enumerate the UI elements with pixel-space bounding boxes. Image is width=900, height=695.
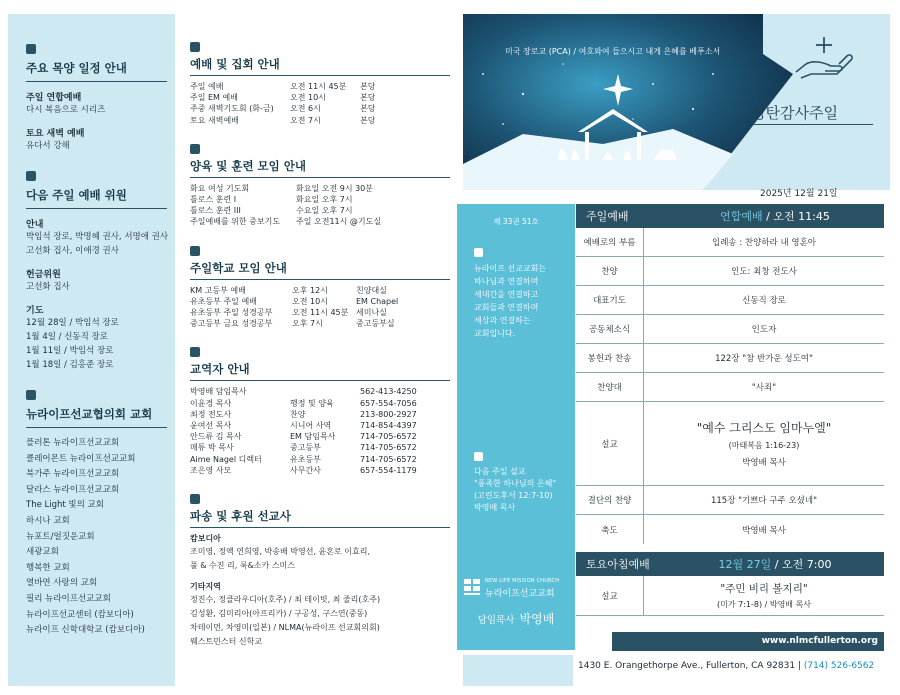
training-section	[190, 144, 450, 228]
training-name: 틀로스 훈련 III	[190, 206, 241, 216]
staff-phone: 714-705-6572	[360, 454, 417, 464]
worship-row	[190, 92, 450, 103]
section-bullet-icon	[190, 347, 200, 357]
worship-time: 오전 7시	[290, 115, 321, 125]
prayer-line: 1월 4일 / 신동직 장로	[26, 332, 108, 342]
bulletin-date: 2025년 12월 21일	[760, 189, 838, 199]
address-text: 1430 E. Orangethorpe Ave., Fullerton, CA 92831 |	[578, 661, 804, 671]
church-name-korean: 뉴라이프선교교회	[485, 589, 555, 599]
order-item-value: 인도: 최창 전도사	[731, 267, 797, 277]
hero-verse: 미국 장로교 (PCA) / 여호와여 들으시고 내게 은혜를 베푸소서	[505, 47, 721, 56]
church-item: The Light 빛의 교회	[26, 500, 104, 511]
church-item: 필리 뉴라이프선교교회	[26, 593, 111, 604]
mission-line: 세대간을 연결하고	[474, 290, 539, 299]
saturday-sermon-info: (미가 7:1-8) / 박영배 목사	[716, 600, 812, 609]
saturday-service-label: 토요아침예배	[586, 558, 650, 571]
church-item: 달라스 뉴라이프선교교회	[26, 484, 120, 495]
website-url[interactable]: www.nlmcfullerton.org	[612, 632, 884, 651]
section-bullet-icon	[26, 171, 36, 181]
staff-role: 중고등부	[290, 443, 321, 453]
worship-place: 본당	[360, 93, 376, 103]
church-logo-mark-icon	[463, 577, 481, 597]
worship-row	[190, 115, 450, 126]
pastor-name: 박영배	[519, 612, 555, 626]
hero-banner	[463, 14, 890, 190]
staff-phone: 714-854-4397	[360, 421, 417, 431]
staff-name: 안드류 김 목사	[190, 432, 242, 442]
ushers-line: 박임석 장로, 박명혜 권사, 서명애 권사	[26, 232, 169, 242]
saturday-sermon-details	[644, 576, 884, 615]
school-place: 세미나실	[356, 308, 387, 318]
school-place: 친양대실	[356, 285, 387, 295]
saturday-service-date: 12월 27일	[718, 558, 772, 571]
staff-role: 사무간사	[290, 465, 321, 475]
church-item: 뉴포트/얼짓운교회	[26, 531, 95, 542]
order-row	[576, 486, 884, 515]
order-row	[576, 373, 884, 402]
order-item-label: 축도	[576, 515, 644, 544]
sunday-service-header	[576, 204, 884, 228]
church-item: 뉴라이프 신학대학교 (캄보디아)	[26, 625, 145, 636]
schedule-item-name: 주일 연합예배	[26, 93, 82, 103]
sunday-service-label: 주일예배	[586, 210, 629, 223]
church-address	[578, 661, 874, 671]
sermon-label: 설교	[576, 402, 644, 485]
training-time: 화요일 오전 9시 30분	[296, 183, 373, 193]
next-sermon-box	[474, 466, 556, 514]
mission-line: 교회들과 연결하며	[474, 303, 539, 312]
staff-name: 이윤경 목사	[190, 398, 232, 408]
order-row	[576, 344, 884, 373]
staff-section	[190, 347, 450, 476]
worship-place: 본당	[360, 115, 376, 125]
ushers-label: 안내	[26, 220, 44, 230]
order-item-label: 찬양대	[576, 373, 644, 401]
church-item: 플러톤 뉴라이프선교교회	[26, 438, 120, 448]
church-item: 하시나 교회	[26, 515, 70, 526]
worship-place: 본당	[360, 104, 376, 114]
worship-title: 예배 및 집회 안내	[190, 56, 450, 76]
staff-name: 조은영 사모	[190, 465, 232, 475]
side-info-panel	[457, 204, 575, 650]
missions-line: 조미영, 정액 연희영, 박송배 박영선, 윤혼로 이효리,	[190, 547, 370, 557]
sunday-service-hour: / 오전 11:45	[762, 210, 830, 223]
order-row	[576, 228, 884, 257]
missions-line: 웨스트민스터 신학교	[190, 637, 263, 647]
next-sermon-label: 다음 주일 설교	[474, 467, 526, 476]
schedule-title: 주요 목양 일정 안내	[26, 60, 167, 82]
school-name: KM 고등부 예배	[190, 285, 246, 295]
staff-row	[190, 386, 450, 397]
church-item: 클레어몬트 뉴라이프선교교회	[26, 453, 136, 464]
section-bullet-icon	[26, 44, 36, 54]
missions-line: 차테이먼, 차영미(일본) / NLMA(뉴라이프 선교회의회)	[190, 623, 380, 633]
staff-name: 최정 전도사	[190, 409, 232, 419]
hands-offering-icon	[793, 34, 855, 82]
school-name: 유초등부 주일 성경공부	[190, 308, 273, 318]
school-row	[190, 307, 450, 318]
section-bullet-icon	[190, 42, 200, 52]
missions-region: 기타지역	[190, 582, 221, 592]
saturday-service-time	[666, 556, 884, 572]
sermon-row	[576, 402, 884, 486]
staff-role	[290, 386, 360, 397]
next-sermon-preacher: 박영배 목사	[474, 503, 516, 512]
schedule-item-detail: 다시 복음으로 시리즈	[26, 105, 106, 115]
order-item-value: 115장 "기쁘다 구주 오셨네"	[710, 496, 818, 506]
school-place: 중고등부실	[356, 319, 395, 329]
committee-title: 다음 주일 예배 위원	[26, 187, 167, 209]
council-section	[26, 390, 167, 639]
missions-line: 김성환, 김미리아(아프리카) / 구공성, 구스연(중동)	[190, 609, 368, 619]
staff-row	[190, 454, 450, 465]
school-row	[190, 318, 450, 329]
staff-phone: 714-705-6572	[360, 443, 417, 453]
staff-role: 유초등부	[290, 454, 321, 464]
missions-line: 풀 & 수진 리, 룩&소카 스미스	[190, 561, 296, 571]
order-item-label: 결단의 찬양	[576, 486, 644, 514]
missions-title: 파송 및 후원 선교사	[190, 508, 450, 528]
section-bullet-icon	[474, 452, 483, 461]
title-divider	[753, 124, 873, 125]
church-logo	[463, 577, 569, 599]
church-item: 뉴라이프선교센터 (캄보디아)	[26, 609, 134, 620]
staff-phone: 657-554-7056	[360, 398, 417, 408]
prayer-line: 12월 28일 / 박임석 장로	[26, 318, 119, 328]
order-row	[576, 257, 884, 286]
staff-role: 찬양	[290, 409, 306, 419]
training-row	[190, 183, 450, 194]
mission-statement	[474, 262, 546, 340]
corner-accent	[463, 655, 573, 686]
worship-row	[190, 81, 450, 92]
staff-name: Aime Nagel 디렉터	[190, 454, 262, 464]
prayer-line: 1월 18일 / 김홍준 장로	[26, 360, 114, 370]
mission-line: 교회입니다.	[474, 329, 516, 338]
middle-column	[182, 14, 458, 686]
staff-phone: 562-413-4250	[360, 387, 417, 397]
order-item-label: 대표기도	[576, 286, 644, 314]
missions-region: 캄보디아	[190, 534, 221, 544]
worship-name: 토요 새벽예배	[190, 115, 239, 125]
training-row	[190, 194, 450, 205]
worship-place: 본당	[360, 82, 376, 91]
order-row	[576, 515, 884, 544]
sermon-title: "예수 그리스도 임마누엘"	[696, 421, 832, 435]
order-item-value: "사죄"	[751, 383, 777, 393]
next-sermon-ref: (고린도후서 12:7-10)	[474, 491, 553, 500]
staff-title: 교역자 안내	[190, 361, 450, 381]
saturday-service-header	[576, 552, 884, 576]
sunday-service-time	[666, 208, 884, 224]
school-row	[190, 285, 450, 296]
phone-number[interactable]: (714) 526-6562	[803, 661, 875, 671]
missions-line: 정진수, 정클라우디아(호주) / 최 테이빗, 최 줄리(호주)	[190, 595, 381, 605]
senior-pastor	[457, 608, 575, 627]
sermon-ref: (마태복음 1:16-23)	[728, 441, 800, 450]
school-time: 오후 12시	[292, 285, 328, 295]
order-item-value: 122장 "참 반가운 성도여"	[715, 354, 813, 364]
training-time: 수요일 오후 7시	[296, 206, 353, 216]
order-row	[576, 315, 884, 344]
staff-row	[190, 420, 450, 431]
school-section	[190, 246, 450, 330]
schedule-section	[26, 44, 167, 153]
sermon-preacher: 박영배 목사	[742, 458, 786, 468]
saturday-sermon-label: 설교	[576, 576, 644, 615]
staff-name: 윤여선 목사	[190, 421, 232, 431]
worship-row	[190, 103, 450, 114]
worship-time: 오전 10시	[290, 93, 326, 103]
section-bullet-icon	[26, 390, 36, 400]
saturday-service-hour: / 오전 7:00	[771, 558, 832, 571]
training-time: 주일 오전11시 @기도실	[296, 217, 382, 227]
staff-row	[190, 431, 450, 442]
worship-time: 오전 11시 45분	[290, 82, 347, 91]
committee-section	[26, 171, 167, 372]
staff-phone: 714-705-6572	[360, 432, 417, 442]
staff-role: 시니어 사역	[290, 421, 332, 431]
schedule-item-detail: 유다서 강해	[26, 141, 70, 151]
order-item-value: 입례송 : 찬양하라 내 영혼아	[712, 238, 816, 248]
worship-name: 주일 예배	[190, 82, 224, 91]
worship-section	[190, 42, 450, 126]
council-title: 뉴라이프선교협의회 교회	[26, 406, 167, 428]
pastor-label: 담임목사	[477, 615, 515, 626]
staff-name: 매튜 박 목사	[190, 443, 234, 453]
school-place: EM Chapel	[356, 296, 399, 306]
order-item-value: 인도자	[751, 325, 777, 335]
mission-line: 뉴라이프 선교교회는	[474, 264, 547, 273]
training-name: 주일예배를 위한 중보기도	[190, 217, 281, 227]
church-item: 열바연 사랑의 교회	[26, 578, 98, 589]
sunday-service-name: 연합예배	[720, 210, 763, 223]
order-item-label: 봉헌과 찬송	[576, 344, 644, 372]
sunday-theme-title: 성탄감사주일	[751, 104, 838, 122]
section-bullet-icon	[474, 248, 483, 257]
ushers-line: 고선화 집사, 이애경 권사	[26, 246, 119, 256]
church-item: 새광교회	[26, 547, 59, 558]
mission-line: 세상과 연결하는	[474, 316, 531, 325]
worship-name: 주중 새벽기도회 (화-금)	[190, 104, 274, 114]
section-bullet-icon	[190, 494, 200, 504]
staff-role: EM 담임목사	[290, 432, 336, 442]
offering-value: 고선화 집사	[26, 282, 70, 292]
staff-row	[190, 442, 450, 453]
school-name: 유초등부 주일 예배	[190, 296, 257, 306]
mission-line: 하나님과 연결하며	[474, 277, 539, 286]
prayer-line: 1월 11일 / 박임석 장로	[26, 346, 114, 356]
church-item: 행복한 교회	[26, 562, 70, 573]
schedule-item-name: 토요 새벽 예배	[26, 129, 85, 139]
order-item-label: 예배로의 부름	[576, 228, 644, 256]
missions-section	[190, 494, 450, 649]
order-row	[576, 286, 884, 315]
school-time: 오전 11시 45분	[292, 308, 349, 318]
staff-row	[190, 409, 450, 420]
saturday-sermon-title: "주민 비리 볼지리"	[720, 583, 808, 595]
school-name: 중고등부 금요 성경공부	[190, 319, 273, 329]
section-bullet-icon	[190, 246, 200, 256]
order-item-label: 찬양	[576, 257, 644, 285]
worship-name: 주일 EM 예배	[190, 93, 238, 103]
training-title: 양육 및 훈련 모임 안내	[190, 158, 450, 178]
school-row	[190, 296, 450, 307]
order-item-label: 공동체소식	[576, 315, 644, 343]
order-item-value: 신동직 장로	[742, 296, 786, 306]
staff-role: 행정 및 양육	[290, 398, 334, 408]
training-name: 틀로스 훈련 I	[190, 195, 237, 205]
training-row	[190, 216, 450, 227]
staff-phone: 213-800-2927	[360, 409, 417, 419]
left-column	[8, 14, 175, 686]
staff-row	[190, 465, 450, 476]
church-item: 북가주 뉴라이프선교교회	[26, 469, 120, 480]
prayer-label: 기도	[26, 306, 44, 316]
saturday-sermon-row	[576, 576, 884, 616]
order-of-worship	[576, 204, 884, 616]
sermon-details	[644, 402, 884, 485]
staff-phone: 657-554-1179	[360, 465, 417, 475]
section-bullet-icon	[190, 144, 200, 154]
order-item-value: 박영배 목사	[742, 525, 786, 536]
school-title: 주일학교 모임 안내	[190, 260, 450, 280]
training-time: 화요일 오후 7시	[296, 195, 353, 205]
training-name: 화요 여성 기도회	[190, 183, 250, 193]
school-time: 오전 10시	[292, 296, 328, 306]
church-name-english: NEW LIFE MISSION CHURCH	[485, 578, 560, 584]
school-time: 오후 7시	[292, 319, 323, 329]
offering-label: 헌금위원	[26, 270, 61, 280]
staff-name: 박영배 담임목사	[190, 387, 247, 397]
staff-row	[190, 398, 450, 409]
volume-number: 제 33권 51호	[493, 217, 539, 226]
training-row	[190, 205, 450, 216]
next-sermon-title: "풍족한 하나님의 은혜"	[474, 479, 556, 488]
worship-time: 오전 6시	[290, 104, 321, 114]
